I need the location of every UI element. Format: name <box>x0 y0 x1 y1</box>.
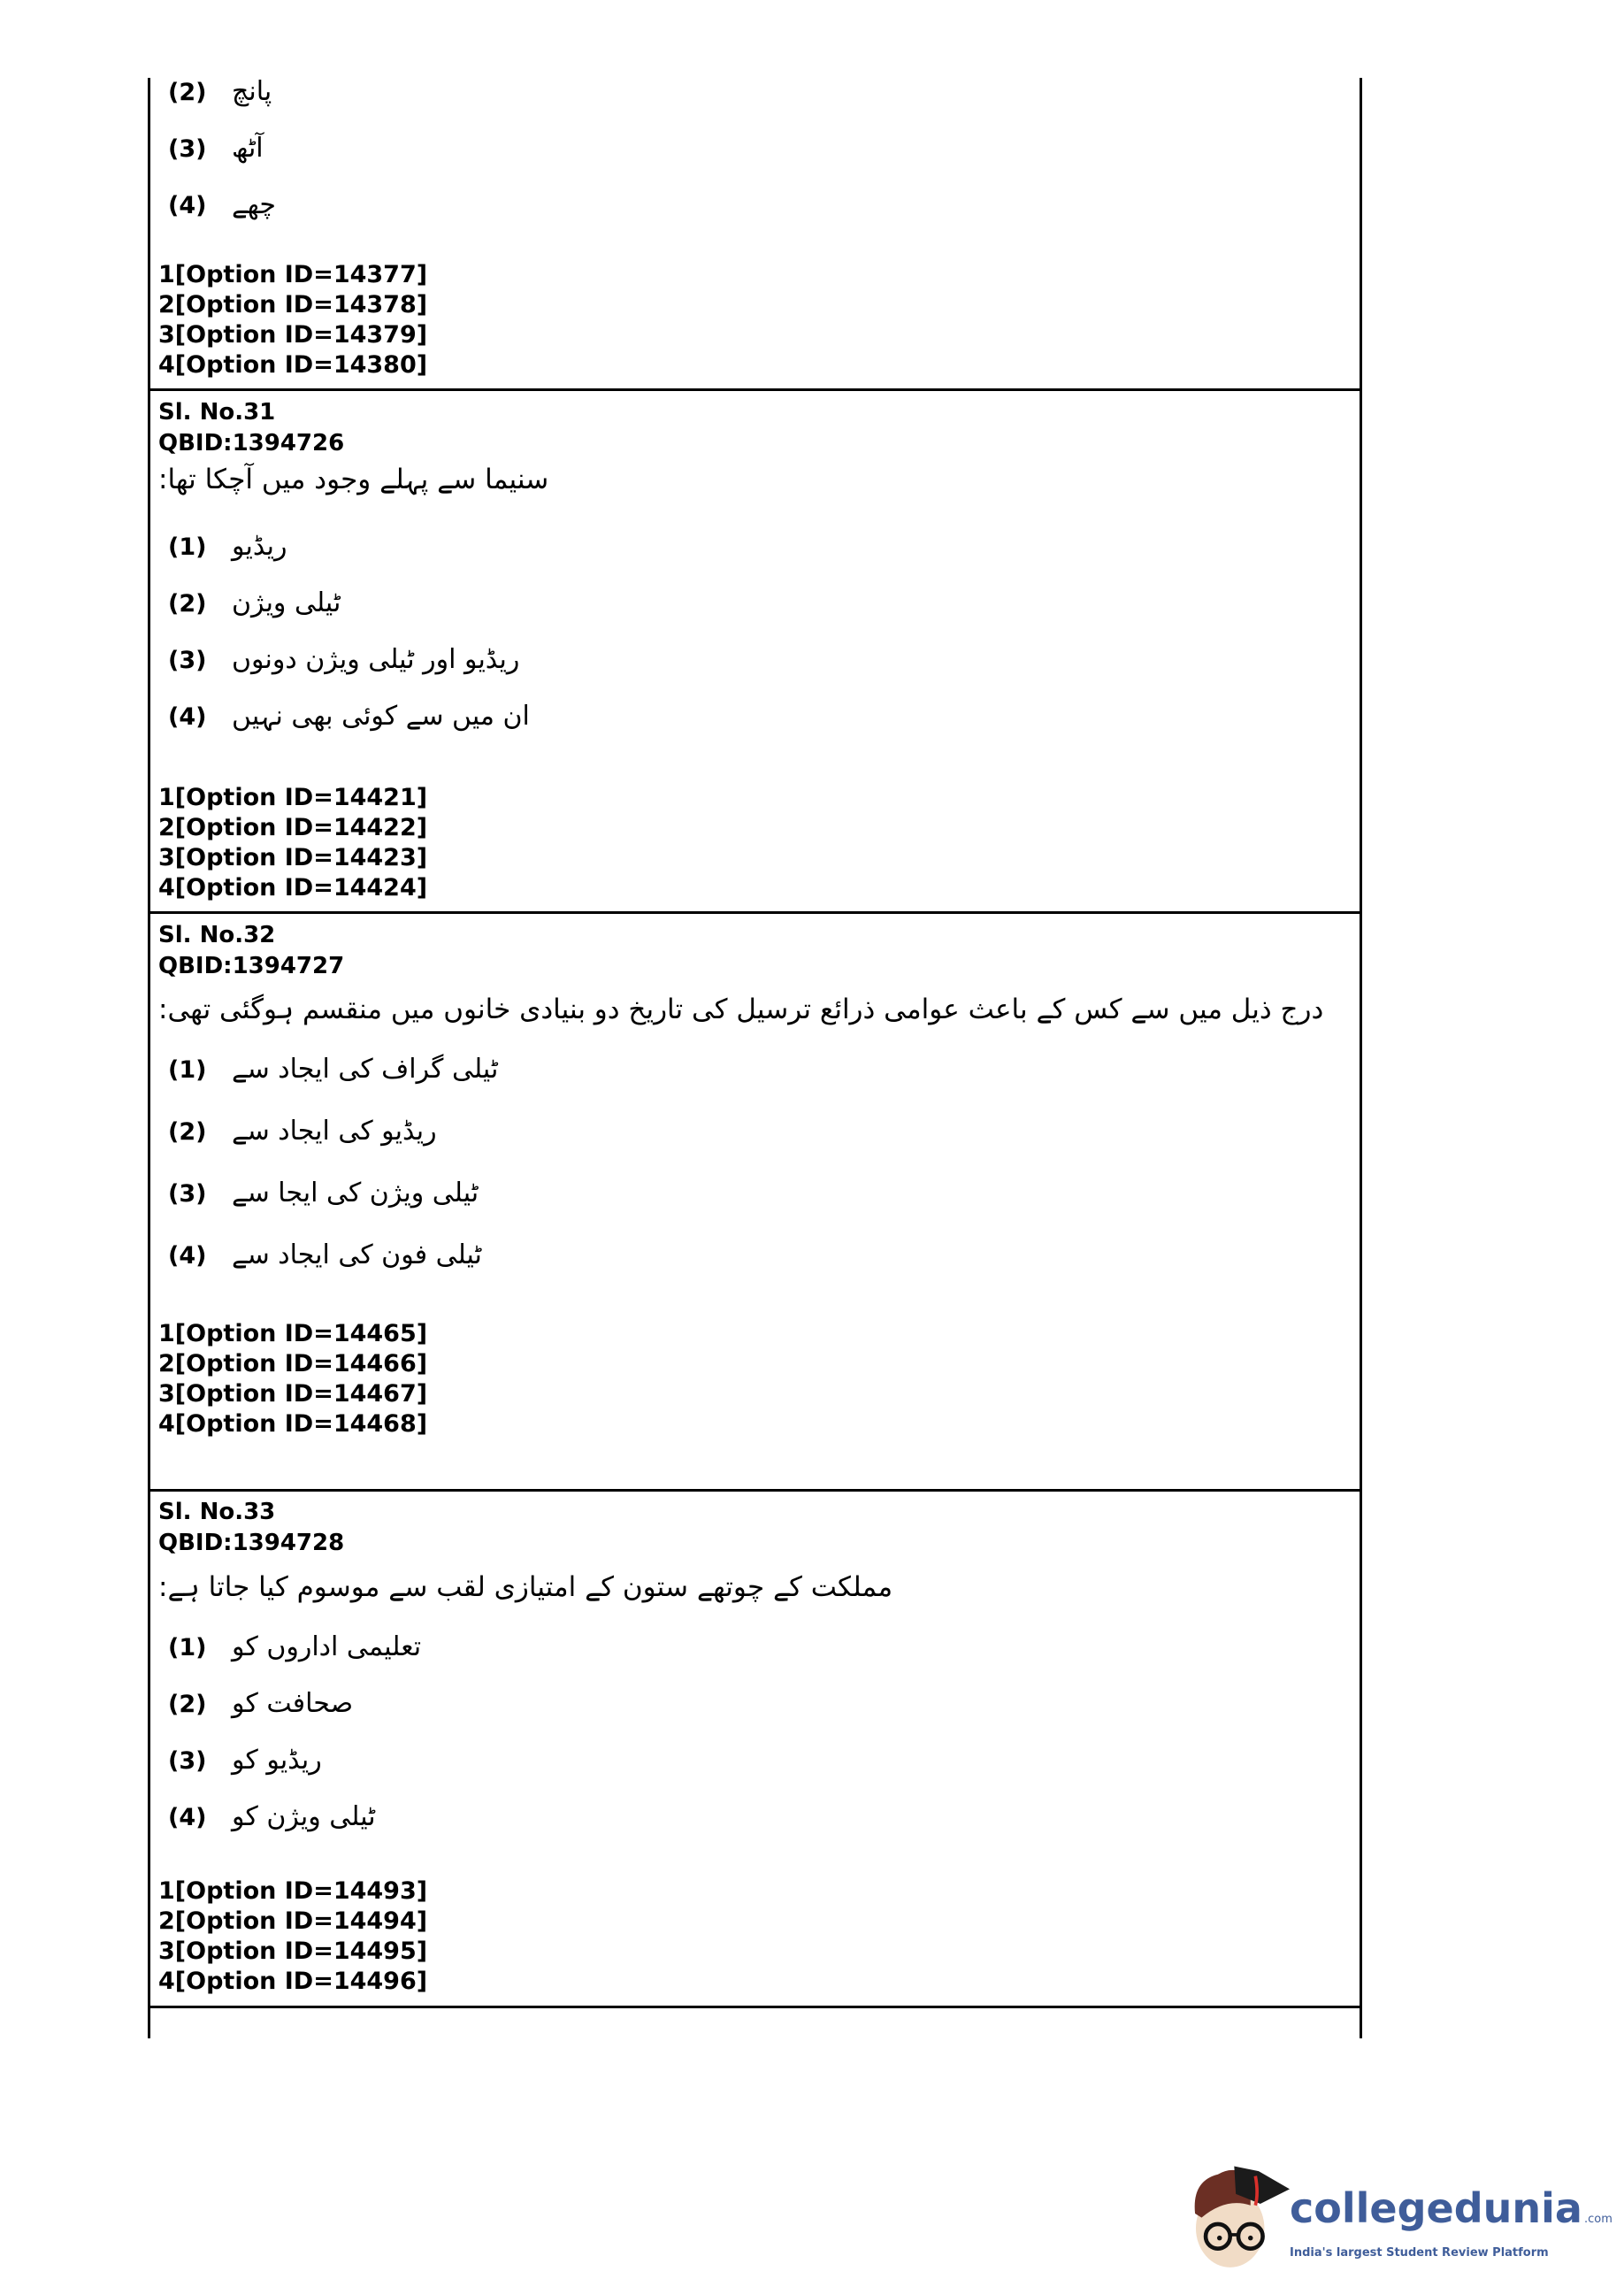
option-id-list <box>158 1876 1362 1997</box>
option-item <box>158 1676 1362 1732</box>
option-id-list <box>158 1319 1362 1439</box>
option-id: 4[Option ID=14496] <box>158 1968 428 1995</box>
student-mascot-icon <box>1185 2152 1290 2275</box>
option-text: آٹھ <box>232 133 264 164</box>
option-id: 1[Option ID=14465] <box>158 1320 428 1347</box>
option-item <box>158 64 1362 120</box>
option-item <box>158 120 1362 177</box>
logo-brand-text: collegedunia <box>1290 2184 1582 2232</box>
option-id: 2[Option ID=14494] <box>158 1907 428 1935</box>
option-item <box>158 1732 1362 1789</box>
question-block <box>148 1492 1362 1997</box>
option-id: 2[Option ID=14466] <box>158 1350 428 1377</box>
option-id: 3[Option ID=14379] <box>158 321 428 349</box>
option-id: 4[Option ID=14380] <box>158 351 428 379</box>
option-number: (4) <box>168 1804 207 1831</box>
option-number: (1) <box>168 1634 207 1661</box>
question-text: درج ذیل میں سے کس کے باعث عوامی ذرائع ترسیل کی تاریخ دو بنیادی خانوں میں منقسم ہوگئی تھی: <box>158 994 1324 1025</box>
option-number: (2) <box>168 590 207 618</box>
option-id: 3[Option ID=14467] <box>158 1380 428 1408</box>
option-item <box>158 1101 1362 1163</box>
option-text: چھے <box>232 189 276 220</box>
option-text: ٹیلی ویژن کی ایجا سے <box>232 1178 479 1209</box>
option-number: (1) <box>168 533 207 561</box>
option-id-list <box>158 783 1362 903</box>
option-number: (3) <box>168 647 207 674</box>
option-text: ریڈیو اور ٹیلی ویژن دونوں <box>232 644 520 675</box>
option-id: 1[Option ID=14421] <box>158 784 428 811</box>
question-block <box>148 78 1362 380</box>
option-id: 3[Option ID=14423] <box>158 844 428 871</box>
option-text: ان میں سے کوئی بھی نہیں <box>232 701 530 732</box>
option-number: (3) <box>168 1180 207 1208</box>
option-item <box>158 1619 1362 1676</box>
row-divider <box>148 2006 1362 2008</box>
option-number: (2) <box>168 1691 207 1718</box>
option-text: ریڈیو <box>232 531 287 562</box>
option-item <box>158 1163 1362 1224</box>
option-number: (1) <box>168 1056 207 1084</box>
option-text: پانچ <box>232 76 272 107</box>
option-number: (3) <box>168 1747 207 1775</box>
option-item <box>158 177 1362 234</box>
serial-number: Sl. No.33 <box>158 1499 276 1525</box>
question-block <box>148 391 1362 903</box>
logo-tagline: India's largest Student Review Platform <box>1290 2246 1549 2260</box>
option-text: ریڈیو کو <box>232 1745 322 1776</box>
serial-number: Sl. No.32 <box>158 922 276 948</box>
option-text: تعلیمی اداروں کو <box>232 1631 422 1662</box>
question-block <box>148 914 1362 1439</box>
option-number: (4) <box>168 1242 207 1270</box>
serial-number: Sl. No.31 <box>158 399 276 426</box>
qbid: QBID:1394727 <box>158 953 345 979</box>
question-text: سنیما سے پہلے وجود میں آچکا تھا: <box>158 464 549 495</box>
option-text: ٹیلی ویژن <box>232 587 341 618</box>
option-text: صحافت کو <box>232 1688 354 1719</box>
option-text: ریڈیو کی ایجاد سے <box>232 1116 437 1147</box>
option-text: ٹیلی فون کی ایجاد سے <box>232 1239 482 1270</box>
option-text: ٹیلی ویژن کو <box>232 1801 376 1832</box>
option-id: 1[Option ID=14493] <box>158 1877 428 1905</box>
option-id: 4[Option ID=14468] <box>158 1410 428 1438</box>
option-item <box>158 1224 1362 1286</box>
option-text: ٹیلی گراف کی ایجاد سے <box>232 1054 499 1085</box>
option-item <box>158 1039 1362 1101</box>
option-id: 3[Option ID=14495] <box>158 1938 428 1965</box>
option-number: (2) <box>168 1118 207 1146</box>
option-id: 1[Option ID=14377] <box>158 261 428 288</box>
option-item <box>158 575 1362 632</box>
option-number: (2) <box>168 79 207 106</box>
option-id: 4[Option ID=14424] <box>158 874 428 902</box>
question-text: مملکت کے چوتھے ستون کے امتیازی لقب سے موسوم کیا جاتا ہے: <box>158 1571 893 1603</box>
option-number: (4) <box>168 703 207 731</box>
qbid: QBID:1394728 <box>158 1530 345 1556</box>
option-item <box>158 1789 1362 1845</box>
option-item <box>158 518 1362 575</box>
logo-brand-row <box>1290 2183 1613 2244</box>
option-id-list <box>158 260 1362 380</box>
logo-dotcom-text: .com <box>1583 2213 1613 2226</box>
option-number: (3) <box>168 135 207 163</box>
option-number: (4) <box>168 192 207 219</box>
option-item <box>158 688 1362 745</box>
qbid: QBID:1394726 <box>158 430 345 457</box>
collegedunia-logo <box>1185 2152 1615 2275</box>
option-id: 2[Option ID=14422] <box>158 814 428 841</box>
option-item <box>158 632 1362 688</box>
option-id: 2[Option ID=14378] <box>158 291 428 318</box>
